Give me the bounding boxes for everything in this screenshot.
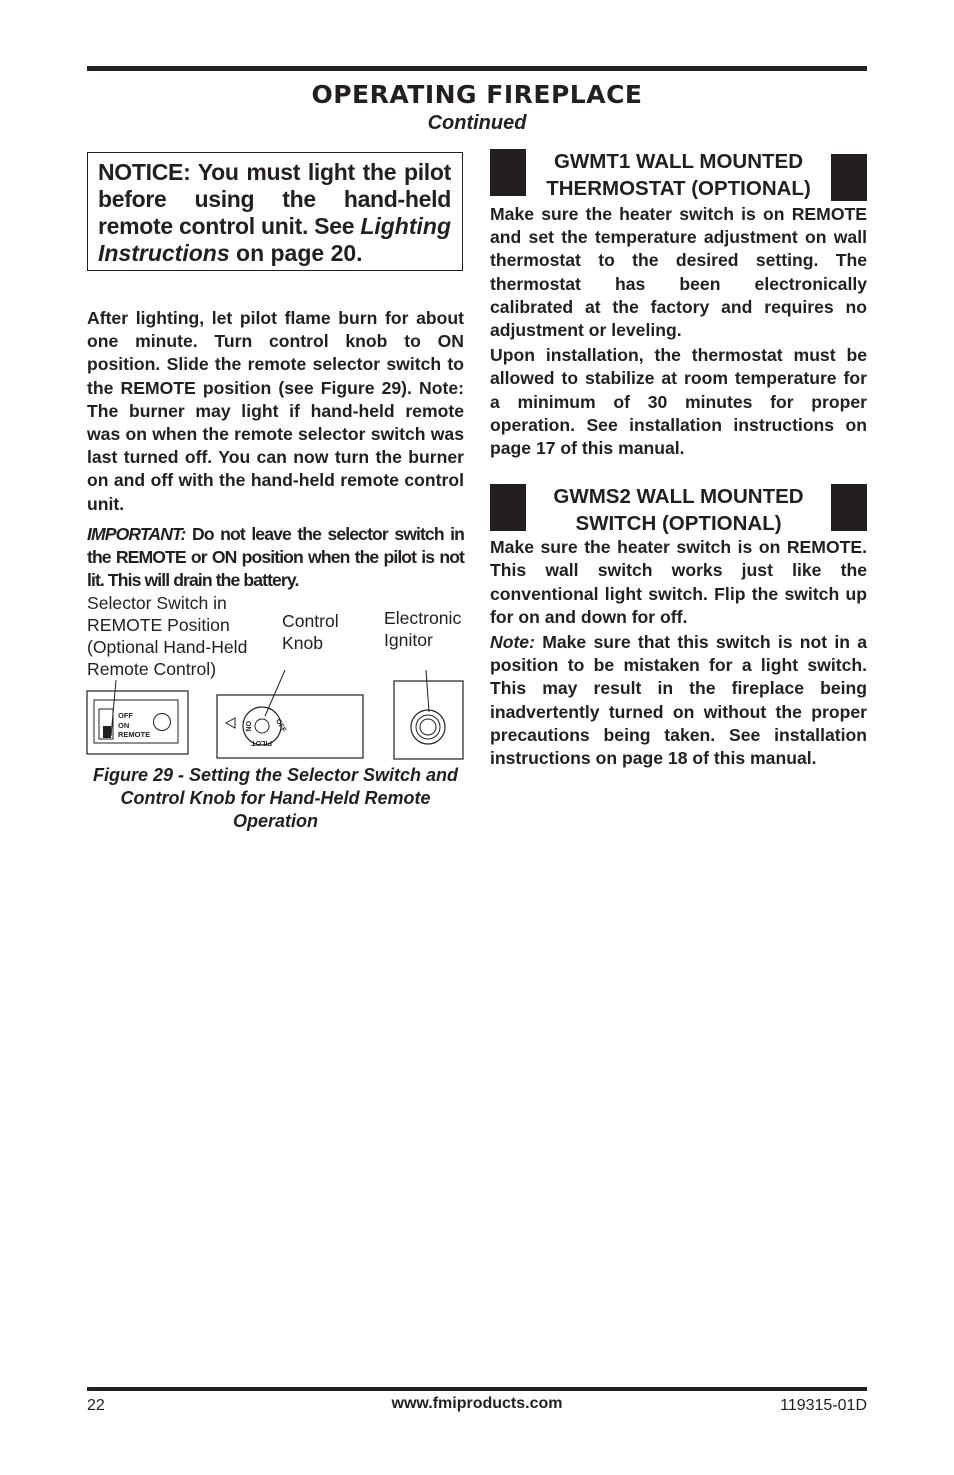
knob-off-label: OFF xyxy=(274,718,288,734)
document-number: 119315-01D xyxy=(780,1397,867,1414)
important-text: Do not leave the selector switch in the REMOTE or ON position when the pilot is not lit. This will drain the battery. xyxy=(87,523,464,591)
heading-bullet-right xyxy=(831,154,867,201)
notice-box xyxy=(87,152,463,271)
heading-bullet-left xyxy=(490,484,526,531)
page-number: 22 xyxy=(87,1397,105,1414)
ignitor-pointer-line xyxy=(426,670,429,712)
gwmt1-paragraph-2: Upon installation, the thermostat must be allowed to stabilize at room temperature for a minimum of 30 minutes for proper operation. See installation instructions on page 17 of this manual. xyxy=(490,345,867,459)
gwmt1-paragraph-1: Make sure the heater switch is on REMOTE and set the temperature adjustment on wall thermostat to the desired setting. The thermostat has been electronically calibrated at the factory and requires no adjustment or leveling. xyxy=(490,204,867,341)
note-text: Make sure that this switch is not in a position to be mistaken for a light switch. This may result in the fireplace being inadvertently turned on without the proper precautions being taken. See installation instructions on page 18 of this manual. xyxy=(490,632,867,769)
switch-off-label: OFF xyxy=(118,711,133,720)
notice-link-text: Lighting Instructions xyxy=(98,213,451,266)
bottom-rule xyxy=(87,1387,867,1391)
notice-text: NOTICE: You must light the pilot before using the hand-held remote control unit. See xyxy=(98,159,451,239)
heading-bullet-right xyxy=(831,484,867,531)
gwms2-title-line2: SWITCH (OPTIONAL) xyxy=(575,512,782,536)
top-rule xyxy=(87,66,867,71)
page-title: OPERATING FIREPLACE xyxy=(311,80,643,109)
control-knob-label: Control Knob xyxy=(282,611,339,653)
gwms2-note-paragraph xyxy=(490,631,867,770)
lighting-paragraph: After lighting, let pilot flame burn for about one minute. Turn control knob to ON position. Slide the remote selector switch to the REMOTE position (see Figure 29). Note: The burner may light if hand-held remote was on when the remote selector switch was last turned off. You can now turn the burner on and off with the hand-held remote control unit. xyxy=(87,308,464,514)
important-paragraph xyxy=(87,523,464,593)
gwmt1-title-line2: THERMOSTAT (OPTIONAL) xyxy=(546,177,811,200)
gwms2-paragraph-1: Make sure the heater switch is on REMOTE. This wall switch works just like the conventional light switch. Flip the switch up for on and down for off. xyxy=(490,537,867,627)
page-subtitle: Continued xyxy=(427,112,527,134)
gwms2-section-heading xyxy=(490,483,867,535)
gwmt1-section-heading xyxy=(490,148,867,200)
gwms2-title-line1: GWMS2 WALL MOUNTED xyxy=(553,485,804,509)
important-label: IMPORTANT: xyxy=(87,523,186,544)
switch-remote-label: REMOTE xyxy=(118,730,151,739)
selector-switch-panel xyxy=(87,691,188,754)
selector-switch-label: Selector Switch in REMOTE Position (Optional Hand-Held Remote Control) xyxy=(87,593,248,679)
knob-pointer-line xyxy=(265,670,285,716)
heading-bullet-left xyxy=(490,149,526,196)
notice-text-end: on page 20. xyxy=(229,240,363,266)
electronic-ignitor-label: Electronic Ignitor xyxy=(384,608,462,650)
note-label: Note: xyxy=(490,632,535,653)
ignitor-panel xyxy=(394,681,463,759)
left-column xyxy=(87,307,464,592)
figure-29-illustration xyxy=(80,670,480,765)
knob-pilot-label: PILOT xyxy=(251,739,272,746)
right-column xyxy=(490,148,867,770)
knob-on-label: ON xyxy=(244,721,251,732)
website-link[interactable]: www.fmiproducts.com xyxy=(391,1395,563,1412)
control-knob-panel xyxy=(217,695,363,758)
switch-on-label: ON xyxy=(118,721,130,730)
gwmt1-title-line1: GWMT1 WALL MOUNTED xyxy=(553,150,803,173)
figure-caption: Figure 29 - Setting the Selector Switch and Control Knob for Hand-Held Remote Operation xyxy=(92,765,459,831)
